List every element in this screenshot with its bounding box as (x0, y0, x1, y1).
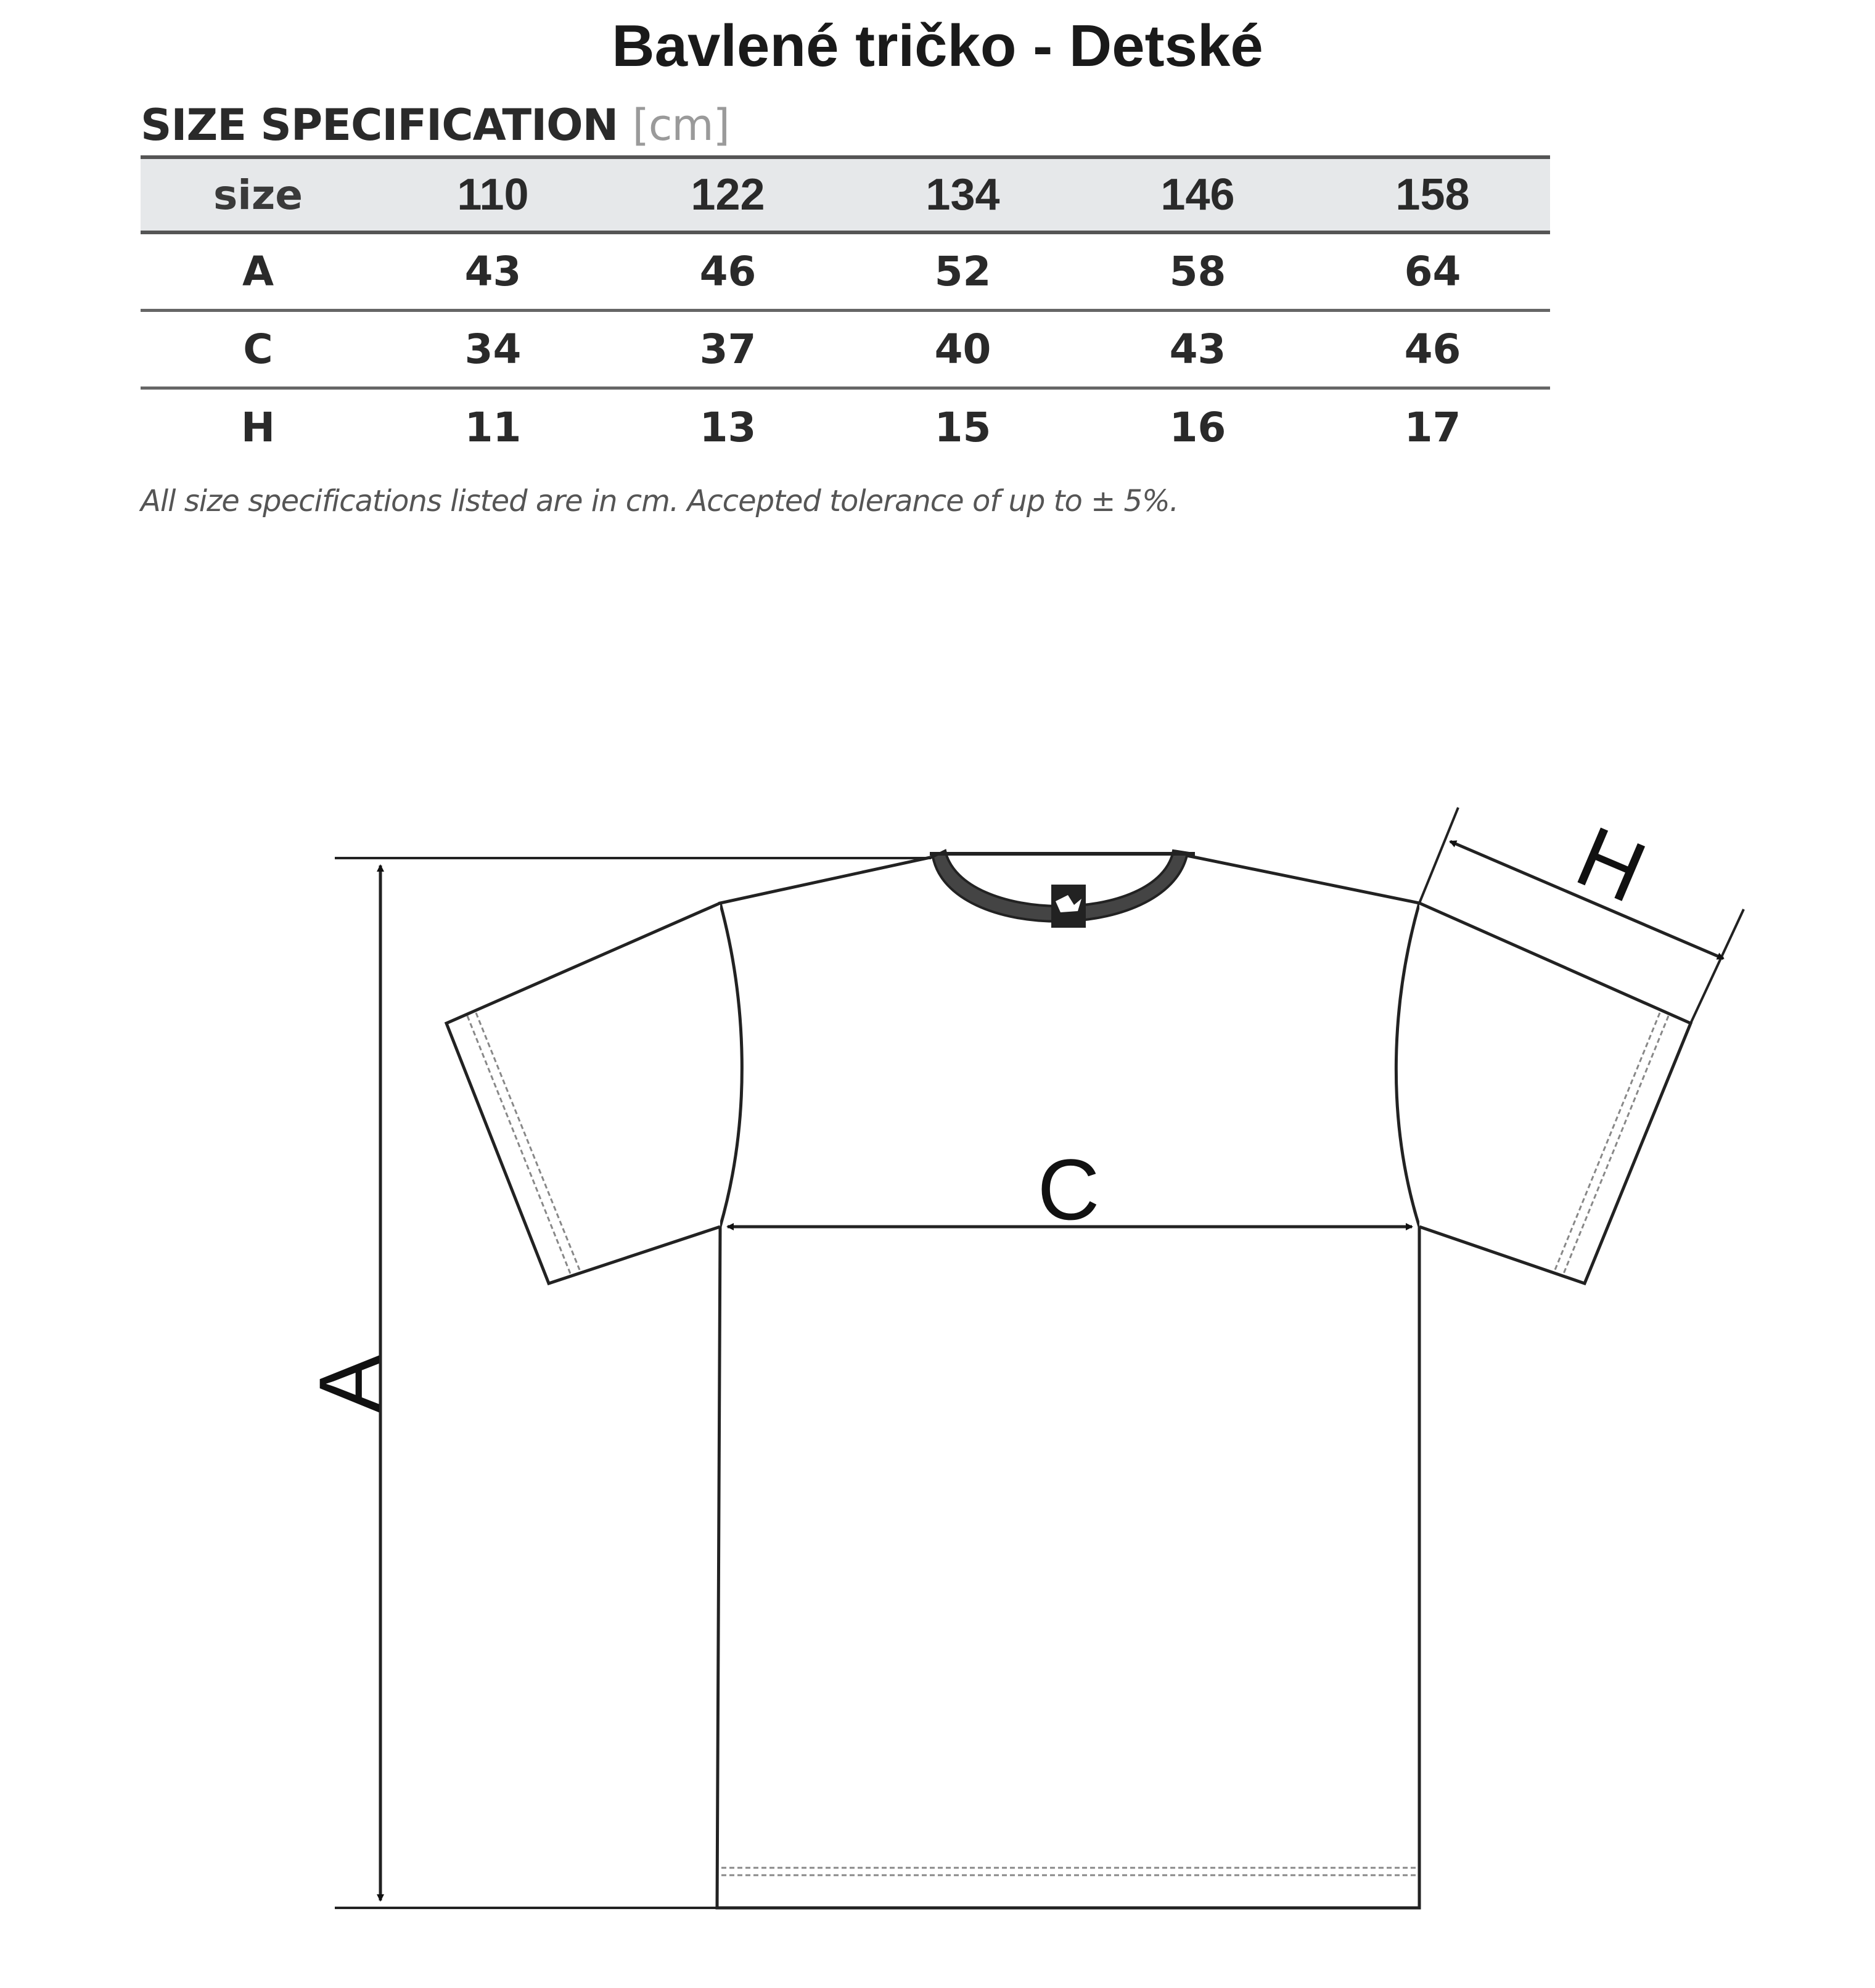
table-cell: 17 (1404, 403, 1461, 451)
shirt-body-outline (717, 856, 1419, 1908)
table-cell: 43 (375, 232, 610, 310)
table-cell: 58 (1080, 232, 1315, 310)
table-cell: 64 (1315, 232, 1550, 310)
table-cell: 43 (1080, 310, 1315, 388)
size-header-label: size (141, 157, 375, 232)
spec-heading-text: SIZE SPECIFICATION (141, 100, 618, 150)
row-label: H (240, 403, 276, 451)
row-label: A (141, 232, 375, 310)
table-cell: 40 (845, 310, 1080, 388)
right-sleeve (1419, 903, 1691, 1283)
size-header-cell: 158 (1315, 157, 1550, 232)
tolerance-note: All size specifications listed are in cm. Accepted tolerance of up to ± 5%. (141, 484, 1178, 518)
table-cell: 34 (375, 310, 610, 388)
dim-h-guide-right (1691, 909, 1744, 1023)
table-cell: 11 (464, 403, 522, 451)
left-sleeve (446, 903, 720, 1283)
table-cell: 13 (699, 403, 757, 451)
table-cell: 46 (610, 232, 845, 310)
table-cell: 52 (845, 232, 1080, 310)
size-header-cell: 146 (1080, 157, 1315, 232)
spec-unit: [cm] (632, 100, 729, 150)
size-header-cell: 122 (610, 157, 845, 232)
size-header-cell: 134 (845, 157, 1080, 232)
dim-label-c: C (1037, 1141, 1100, 1238)
page-title: Bavlené tričko - Detské (612, 13, 1263, 79)
table-cell: 15 (934, 403, 991, 451)
dim-label-a: A (301, 1355, 398, 1413)
dim-label-h: H (1564, 807, 1659, 921)
size-header-cell: 110 (375, 157, 610, 232)
row-label: C (141, 310, 375, 388)
table-cell: 46 (1315, 310, 1550, 388)
dim-h-guide-left (1419, 808, 1458, 903)
table-cell: 37 (610, 310, 845, 388)
table-cell: 16 (1169, 403, 1226, 451)
